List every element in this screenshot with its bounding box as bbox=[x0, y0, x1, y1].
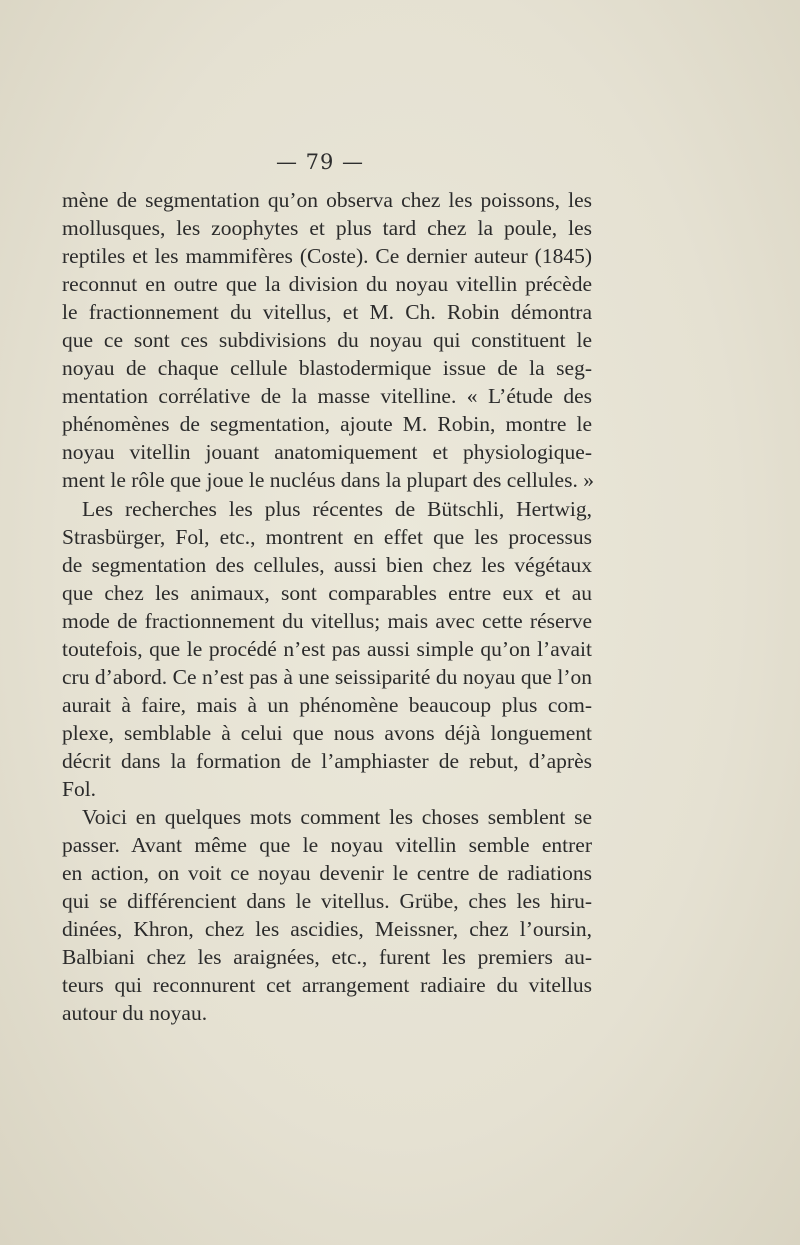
paragraph-2 bbox=[62, 495, 592, 804]
text-line: Les recherches les plus récentes de Bütschli, Hertwig, bbox=[82, 496, 592, 521]
text-line: qui se différencient dans le vitellus. Grübe, ches les hiru- bbox=[62, 889, 592, 914]
text-line: décrit dans la formation de l’amphiaster de rebut, d’après bbox=[62, 748, 592, 773]
text-line: ment le rôle que joue le nucléus dans la plupart des cellules. » bbox=[62, 468, 594, 493]
text-line: mode de fractionnement du vitellus; mais avec cette réserve bbox=[62, 608, 592, 633]
text-line: reconnut en outre que la division du noyau vitellin précède bbox=[62, 272, 592, 297]
text-line: teurs qui reconnurent cet arrangement radiaire du vitellus bbox=[62, 973, 592, 998]
text-line: Voici en quelques mots comment les choses semblent se bbox=[82, 805, 592, 830]
text-line: dinées, Khron, chez les ascidies, Meissner, chez l’oursin, bbox=[62, 917, 592, 942]
text-line: noyau vitellin jouant anatomiquement et physiologique- bbox=[62, 440, 592, 465]
text-line: le fractionnement du vitellus, et M. Ch. Robin démontra bbox=[62, 300, 592, 325]
text-line: aurait à faire, mais à un phénomène beaucoup plus com- bbox=[62, 692, 592, 717]
text-line: mentation corrélative de la masse vitelline. « L’étude des bbox=[62, 384, 592, 409]
text-line: autour du noyau. bbox=[62, 1001, 208, 1026]
text-line: que chez les animaux, sont comparables entre eux et au bbox=[62, 580, 592, 605]
text-line: passer. Avant même que le noyau vitellin semble entrer bbox=[62, 833, 592, 858]
text-line: que ce sont ces subdivisions du noyau qui constituent le bbox=[62, 328, 592, 353]
text-line: de segmentation des cellules, aussi bien chez les végétaux bbox=[62, 552, 592, 577]
text-line: Balbiani chez les araignées, etc., furent les premiers au- bbox=[62, 945, 592, 970]
text-line: en action, on voit ce noyau devenir le centre de radiations bbox=[62, 861, 592, 886]
text-line: mollusques, les zoophytes et plus tard chez la poule, les bbox=[62, 216, 592, 241]
paragraph-1 bbox=[62, 186, 592, 495]
text-line: noyau de chaque cellule blastodermique issue de la seg- bbox=[62, 356, 592, 381]
text-line: Strasbürger, Fol, etc., montrent en effet que les processus bbox=[62, 524, 592, 549]
text-line: cru d’abord. Ce n’est pas à une seissiparité du noyau que l’on bbox=[62, 664, 592, 689]
body-text bbox=[62, 186, 592, 1027]
text-line: reptiles et les mammifères (Coste). Ce dernier auteur (1845) bbox=[62, 244, 592, 269]
paragraph-3 bbox=[62, 803, 592, 1027]
text-line: plexe, semblable à celui que nous avons déjà longuement bbox=[62, 720, 592, 745]
text-line: phénomènes de segmentation, ajoute M. Robin, montre le bbox=[62, 412, 592, 437]
text-line: toutefois, que le procédé n’est pas aussi simple qu’on l’avait bbox=[62, 636, 592, 661]
page-number: — 79 — bbox=[275, 150, 365, 174]
text-line: Fol. bbox=[62, 776, 97, 801]
text-line: mène de segmentation qu’on observa chez les poissons, les bbox=[62, 188, 592, 212]
